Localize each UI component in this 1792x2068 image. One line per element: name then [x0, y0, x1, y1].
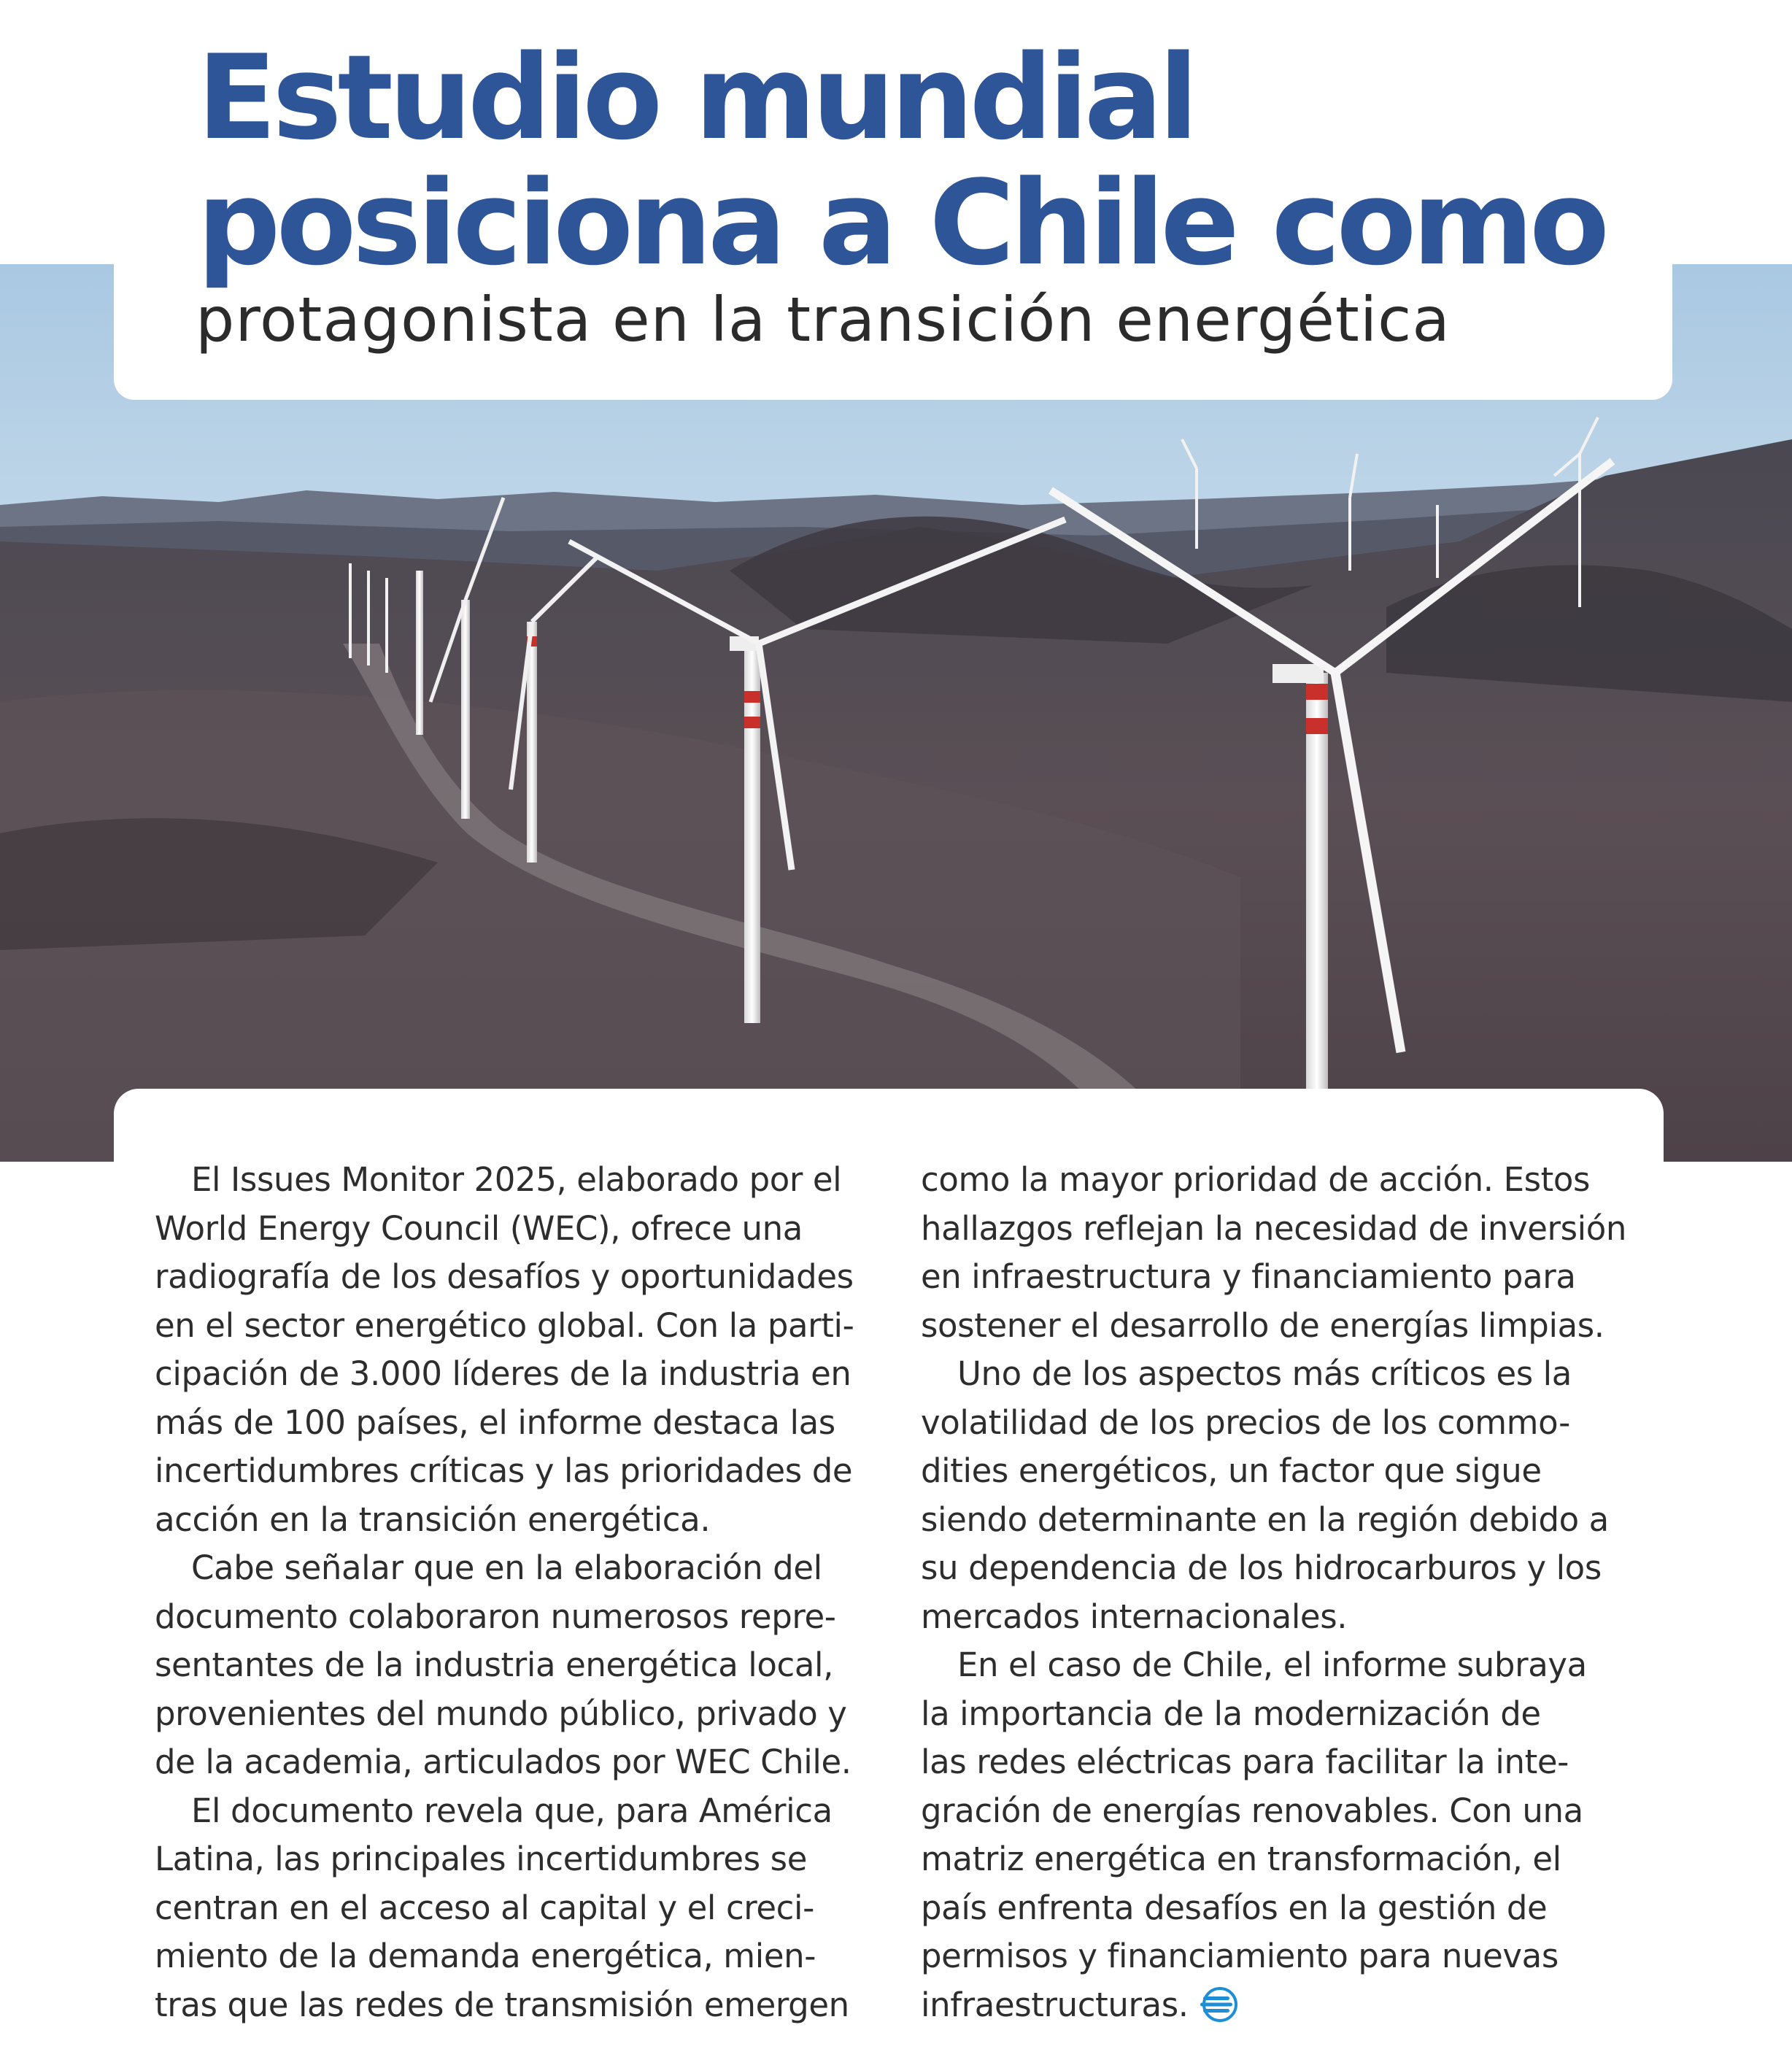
body-line: acción en la transición energética. — [155, 1500, 711, 1539]
body-line: mercados internacionales. — [921, 1597, 1348, 1636]
subheadline: protagonista en la transición energética — [196, 284, 1451, 355]
headline-line-1: Estudio mundial — [197, 29, 1194, 166]
body-line: más de 100 países, el informe destaca las — [155, 1403, 835, 1442]
body-line: miento de la demanda energética, mien- — [155, 1937, 816, 1975]
body-line: de la academia, articulados por WEC Chile. — [155, 1743, 851, 1781]
body-line: En el caso de Chile, el informe subraya — [957, 1645, 1587, 1684]
body-line: como la mayor prioridad de acción. Estos — [921, 1160, 1591, 1199]
body-line: cipación de 3.000 líderes de la industria en — [155, 1354, 851, 1393]
body-line: Latina, las principales incertidumbres se — [155, 1840, 807, 1878]
body-line: las redes eléctricas para facilitar la inte- — [921, 1743, 1569, 1781]
body-line: centran en el acceso al capital y el creci- — [155, 1888, 814, 1927]
column-right — [921, 1156, 1650, 2029]
body-line: incertidumbres críticas y las prioridades de — [155, 1451, 853, 1490]
body-line: sostener el desarrollo de energías limpias. — [921, 1305, 1604, 1345]
body-line: Uno de los aspectos más críticos es la — [957, 1354, 1572, 1393]
headline — [197, 29, 1656, 291]
body-line: la importancia de la modernización de — [921, 1694, 1541, 1733]
article-body — [0, 1156, 1792, 2053]
body-line: en infraestructura y financiamiento para — [921, 1257, 1576, 1296]
body-line: World Energy Council (WEC), ofrece una — [155, 1208, 803, 1248]
end-mark-logo-icon — [1199, 1987, 1241, 2022]
body-line: sentantes de la industria energética local, — [155, 1645, 834, 1684]
body-line: en el sector energético global. Con la parti- — [155, 1305, 854, 1345]
body-line: Cabe señalar que en la elaboración del — [191, 1548, 822, 1587]
body-line: su dependencia de los hidrocarburos y los — [921, 1548, 1602, 1587]
body-line: gración de energías renovables. Con una — [921, 1791, 1583, 1830]
body-line: país enfrenta desafíos en la gestión de — [921, 1888, 1548, 1927]
body-line: documento colaboraron numerosos repre- — [155, 1597, 836, 1636]
body-line: dities energéticos, un factor que sigue — [921, 1451, 1542, 1490]
column-left — [155, 1156, 884, 2029]
body-line: El Issues Monitor 2025, elaborado por el — [191, 1160, 842, 1199]
body-line: provenientes del mundo público, privado y — [155, 1694, 847, 1733]
body-line: siendo determinante en la región debido a — [921, 1500, 1609, 1539]
body-line-final — [921, 1981, 1650, 2030]
body-line: matriz energética en transformación, el — [921, 1840, 1561, 1878]
body-line: tras que las redes de transmisión emergen — [155, 1985, 849, 2024]
body-line: hallazgos reflejan la necesidad de inversión — [921, 1208, 1627, 1248]
headline-line-2: posiciona a Chile como — [197, 155, 1606, 291]
body-line-final-text: infraestructuras. — [921, 1985, 1189, 2024]
body-line: radiografía de los desafíos y oportunidades — [155, 1257, 854, 1296]
body-line: volatilidad de los precios de los commo- — [921, 1403, 1570, 1442]
body-line: El documento revela que, para América — [191, 1791, 833, 1830]
body-line: permisos y financiamiento para nuevas — [921, 1937, 1559, 1975]
